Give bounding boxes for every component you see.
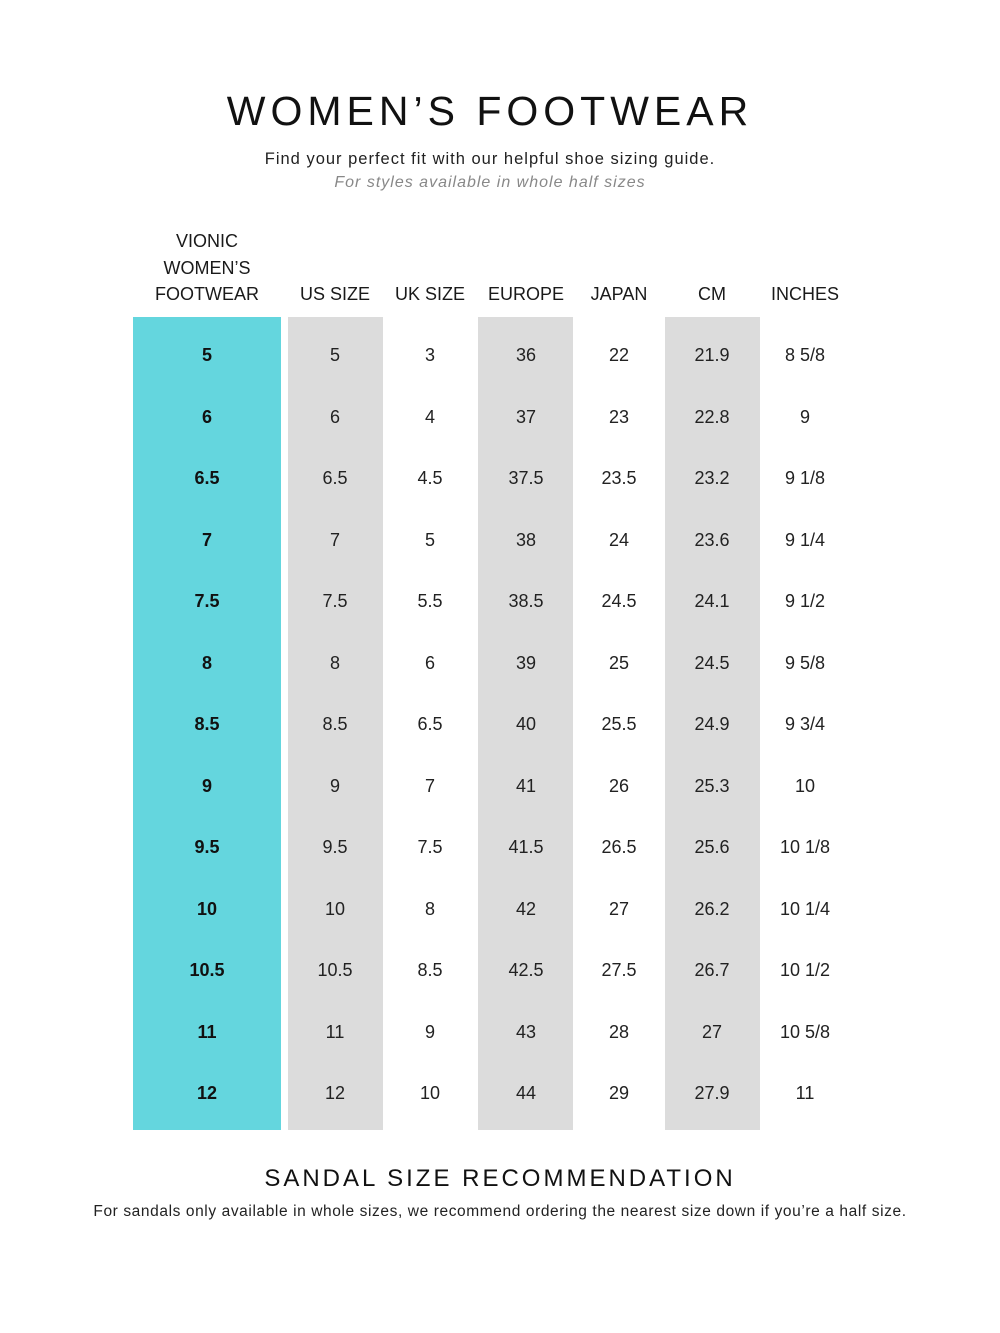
cm-cell: 24.5 [694,652,730,673]
vionic-size-cell: 11 [197,1021,217,1042]
japan-cell: 22 [608,345,630,365]
cm-cell: 23.6 [694,529,730,550]
sandal-recommendation-text: For sandals only available in whole sizes, we recommend ordering the nearest size down if you’re a half size. [93,1203,907,1220]
header-line: VIONIC [175,231,238,251]
sandal-section-title: SANDAL SIZE RECOMMENDATION [264,1165,736,1192]
cm-cell: 24.1 [694,591,730,611]
europe-cell: 38.5 [508,591,544,611]
japan-cell: 24.5 [601,591,637,611]
uk-size-cell: 4 [424,406,435,427]
inches-cell: 10 [794,775,816,796]
us-size-cell: 8.5 [322,714,348,734]
uk-size-cell: 7.5 [417,837,443,857]
inches-cell: 9 3/4 [784,714,826,734]
vionic-size-cell: 8.5 [194,714,220,734]
us-size-cell: 11 [325,1021,345,1042]
vionic-size-cell: 8 [201,652,212,673]
europe-cell: 42 [515,898,537,919]
europe-cell: 43 [515,1021,537,1042]
japan-cell: 25 [608,652,630,673]
vionic-size-cell: 9.5 [194,837,220,857]
cm-cell: 22.8 [694,406,730,427]
us-size-cell: 8 [329,652,340,673]
cm-cell: 24.9 [694,714,730,734]
vionic-size-cell: 10 [196,898,218,919]
uk-size-cell: 6.5 [417,714,443,734]
us-size-header: US SIZE [299,284,370,304]
japan-cell: 28 [608,1021,630,1042]
vionic-size-cell: 7 [201,529,212,550]
vionic-size-cell: 6 [201,406,212,427]
uk-size-cell: 3 [424,345,435,365]
vionic-size-cell: 6.5 [194,468,220,488]
europe-header: EUROPE [487,284,565,304]
uk-size-cell: 8.5 [417,960,443,980]
inches-header: INCHES [770,284,839,304]
europe-cell: 37.5 [508,468,544,488]
europe-cell: 39 [515,652,537,673]
us-size-cell: 10 [324,898,346,919]
uk-size-cell: 7 [424,775,435,796]
europe-cell: 42.5 [508,960,544,980]
inches-cell: 9 1/2 [784,591,826,611]
inches-cell: 10 5/8 [779,1021,831,1042]
vionic-size-cell: 12 [196,1083,218,1103]
header-line: FOOTWEAR [155,284,259,304]
inches-cell: 11 [795,1083,815,1103]
page-subtitle: Find your perfect fit with our helpful shoe sizing guide. [264,150,716,168]
europe-cell: 38 [515,529,537,550]
uk-size-cell: 9 [424,1021,435,1042]
cm-cell: 27 [701,1021,723,1042]
us-size-cell: 6 [329,406,340,427]
europe-cell: 36 [515,345,537,365]
europe-cell: 37 [515,406,537,427]
japan-cell: 25.5 [601,714,637,734]
japan-cell: 27.5 [601,960,637,980]
cm-cell: 27.9 [694,1083,730,1103]
japan-cell: 23 [608,406,630,427]
vionic-size-cell: 9 [201,775,212,796]
us-size-cell: 7 [329,529,340,550]
us-size-cell: 6.5 [322,468,348,488]
inches-cell: 8 5/8 [784,345,826,365]
uk-size-cell: 8 [424,898,435,919]
japan-cell: 24 [608,529,630,550]
cm-cell: 26.7 [694,960,730,980]
half-size-note: For styles available in whole half sizes [334,174,646,191]
japan-cell: 26 [608,775,630,796]
inches-cell: 9 [799,406,810,427]
cm-header: CM [698,284,726,304]
uk-size-cell: 10 [419,1083,441,1103]
us-size-cell: 7.5 [322,591,348,611]
uk-size-cell: 5.5 [417,591,443,611]
us-size-cell: 9.5 [322,837,348,857]
page-title: WOMEN’S FOOTWEAR [226,88,754,134]
inches-cell: 9 1/8 [784,468,826,488]
us-size-cell: 5 [329,345,340,365]
inches-cell: 10 1/2 [779,960,831,980]
uk-size-cell: 5 [424,529,435,550]
japan-cell: 29 [608,1083,630,1103]
inches-cell: 10 1/8 [779,837,831,857]
inches-cell: 9 5/8 [784,652,826,673]
europe-cell: 40 [515,714,537,734]
uk-size-cell: 4.5 [417,468,443,488]
europe-cell: 41.5 [508,837,544,857]
europe-cell: 44 [515,1083,537,1103]
cm-cell: 25.6 [694,837,730,857]
japan-header: JAPAN [590,284,648,304]
us-size-cell: 9 [329,775,340,796]
japan-cell: 23.5 [601,468,637,488]
us-size-cell: 12 [324,1083,346,1103]
vionic-size-cell: 7.5 [194,591,220,611]
japan-cell: 27 [608,898,630,919]
header-line: WOMEN’S [163,257,251,278]
vionic-size-cell: 5 [201,345,212,365]
vionic-size-cell: 10.5 [189,960,225,980]
cm-cell: 21.9 [694,345,730,365]
cm-cell: 25.3 [694,775,730,796]
uk-size-header: UK SIZE [394,284,465,304]
cm-cell: 26.2 [694,898,730,919]
inches-cell: 10 1/4 [779,898,831,919]
uk-size-cell: 6 [424,652,435,673]
europe-cell: 41 [515,775,537,796]
vionic-size-header [133,228,281,308]
us-size-cell: 10.5 [317,960,353,980]
cm-cell: 23.2 [694,468,730,488]
inches-cell: 9 1/4 [784,529,826,550]
japan-cell: 26.5 [601,837,637,857]
